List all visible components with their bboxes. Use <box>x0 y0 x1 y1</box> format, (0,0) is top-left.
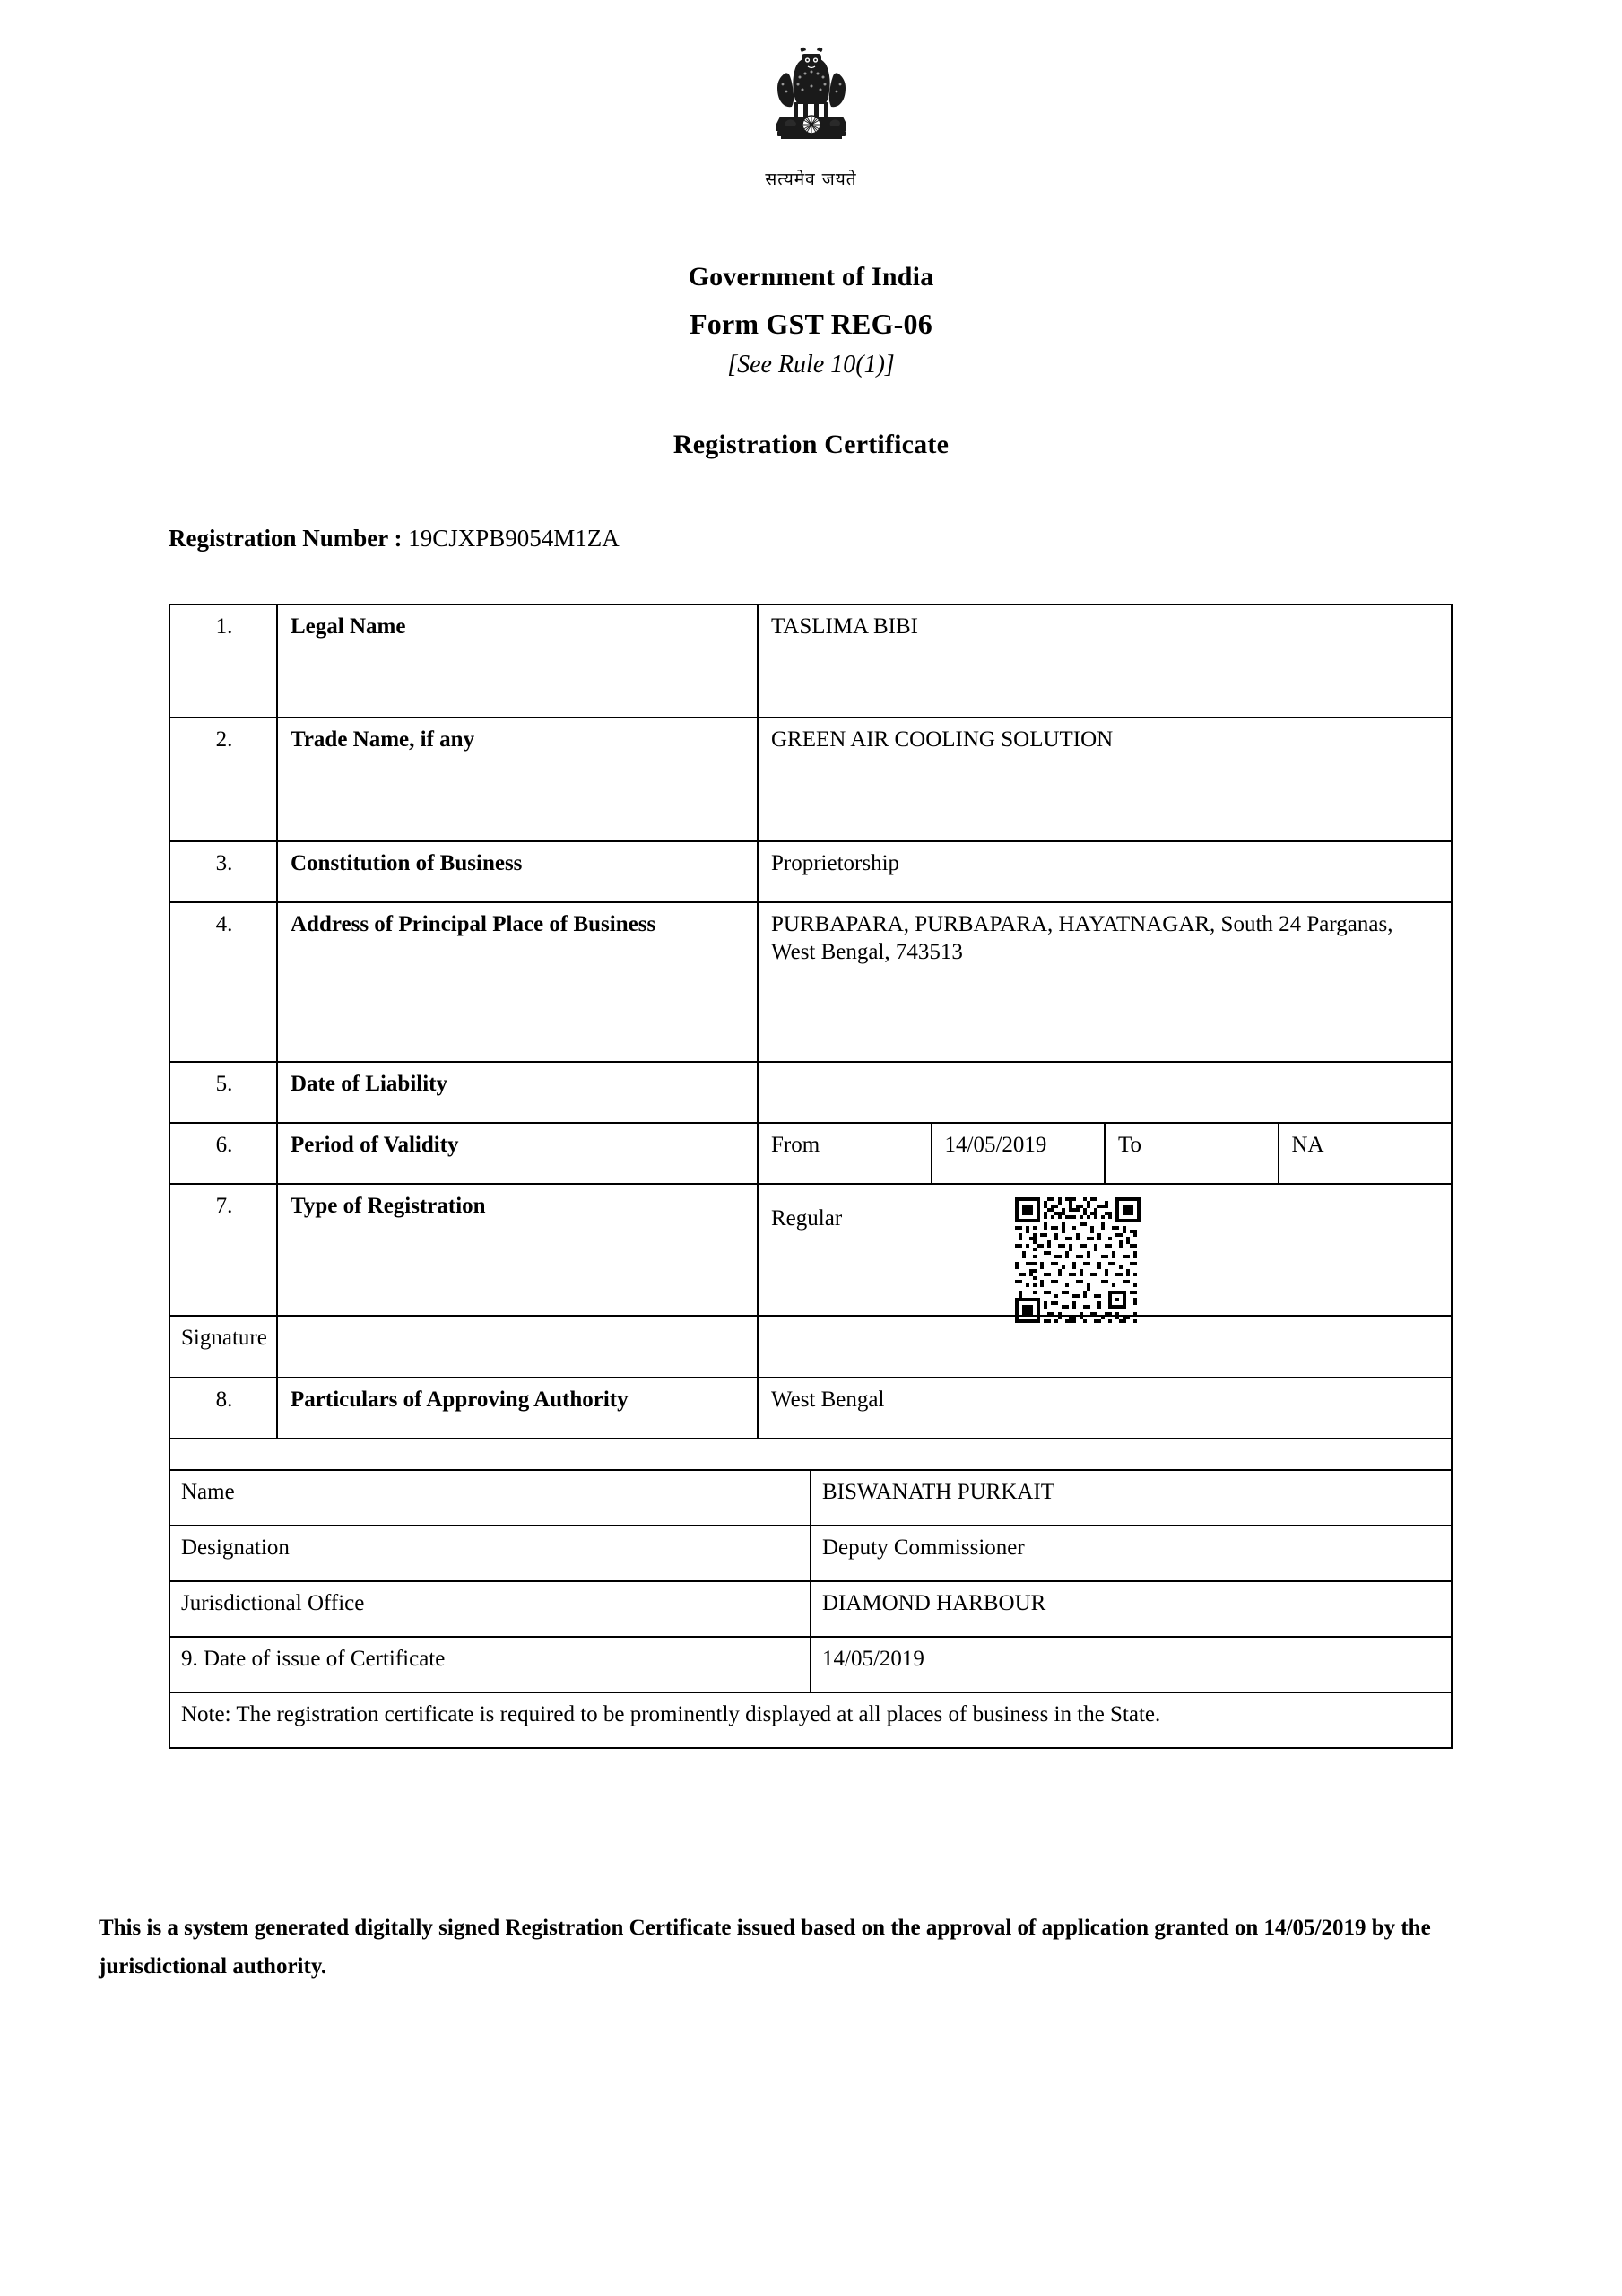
row-value: TASLIMA BIBI <box>758 604 1452 718</box>
validity-from-label: From <box>758 1123 932 1184</box>
registration-number-value: 19CJXPB9054M1ZA <box>408 525 620 552</box>
emblem-block <box>0 30 1622 190</box>
issue-date-value: 14/05/2019 <box>811 1637 1452 1692</box>
registration-type-value: Regular <box>771 1206 843 1231</box>
signature-block-table <box>169 1315 1453 1749</box>
government-title: Government of India <box>688 262 934 291</box>
display-note: Note: The registration certificate is required to be prominently displayed at all places of business in the State. <box>169 1692 1452 1748</box>
table-row <box>169 1123 1452 1184</box>
registration-number-label: Registration Number : <box>169 525 403 552</box>
row-label: Date of Liability <box>277 1062 758 1123</box>
jurisdictional-office-value: DIAMOND HARBOUR <box>811 1581 1452 1637</box>
validity-from-value: 14/05/2019 <box>932 1123 1106 1184</box>
document-header <box>0 262 1622 460</box>
authority-designation-value: Deputy Commissioner <box>811 1526 1452 1581</box>
table-row <box>169 1526 1452 1581</box>
row-value: West Bengal <box>758 1378 1452 1439</box>
signature-heading: Signature <box>169 1316 1452 1470</box>
table-row <box>169 902 1452 1062</box>
qr-code <box>1011 1191 1144 1329</box>
table-row <box>169 1470 1452 1526</box>
row-value <box>758 1062 1452 1123</box>
row-serial: 3. <box>169 841 277 902</box>
authority-name-value: BISWANATH PURKAIT <box>811 1470 1452 1526</box>
form-number: Form GST REG-06 <box>690 307 932 340</box>
row-serial: 1. <box>169 604 277 718</box>
note-row <box>169 1692 1452 1748</box>
authority-name-label: Name <box>169 1470 811 1526</box>
row-value: GREEN AIR COOLING SOLUTION <box>758 718 1452 841</box>
system-generated-footer: This is a system generated digitally signed Registration Certificate issued based on the approval of application granted on 14/05/2019 by the jurisdictional authority. <box>99 1916 1431 1979</box>
row-serial: 5. <box>169 1062 277 1123</box>
row-label: Type of Registration <box>277 1184 758 1378</box>
row-label: Period of Validity <box>277 1123 758 1184</box>
row-label: Constitution of Business <box>277 841 758 902</box>
validity-to-label: To <box>1105 1123 1279 1184</box>
table-row <box>169 604 1452 718</box>
validity-to-value: NA <box>1279 1123 1453 1184</box>
row-label: Address of Principal Place of Business <box>277 902 758 1062</box>
national-emblem-icon <box>758 30 865 166</box>
table-row <box>169 1062 1452 1123</box>
row-label: Particulars of Approving Authority <box>277 1378 758 1439</box>
row-value: Proprietorship <box>758 841 1452 902</box>
row-serial: 7. <box>169 1184 277 1378</box>
row-serial: 4. <box>169 902 277 1062</box>
table-row <box>169 1581 1452 1637</box>
emblem-motto: सत्यमेव जयते <box>765 170 857 189</box>
rule-reference: [See Rule 10(1)] <box>727 350 895 378</box>
row-label: Legal Name <box>277 604 758 718</box>
page-title: Registration Certificate <box>672 429 950 459</box>
table-row <box>169 841 1452 902</box>
row-label: Trade Name, if any <box>277 718 758 841</box>
registration-number-line <box>169 525 620 552</box>
jurisdictional-office-label: Jurisdictional Office <box>169 1581 811 1637</box>
row-value: PURBAPARA, PURBAPARA, HAYATNAGAR, South 24 Parganas, West Bengal, 743513 <box>758 902 1452 1062</box>
table-row <box>169 1637 1452 1692</box>
issue-date-label: 9. Date of issue of Certificate <box>169 1637 811 1692</box>
signature-row <box>169 1316 1452 1470</box>
row-serial: 2. <box>169 718 277 841</box>
authority-designation-label: Designation <box>169 1526 811 1581</box>
table-row <box>169 718 1452 841</box>
row-serial: 8. <box>169 1378 277 1439</box>
row-serial: 6. <box>169 1123 277 1184</box>
